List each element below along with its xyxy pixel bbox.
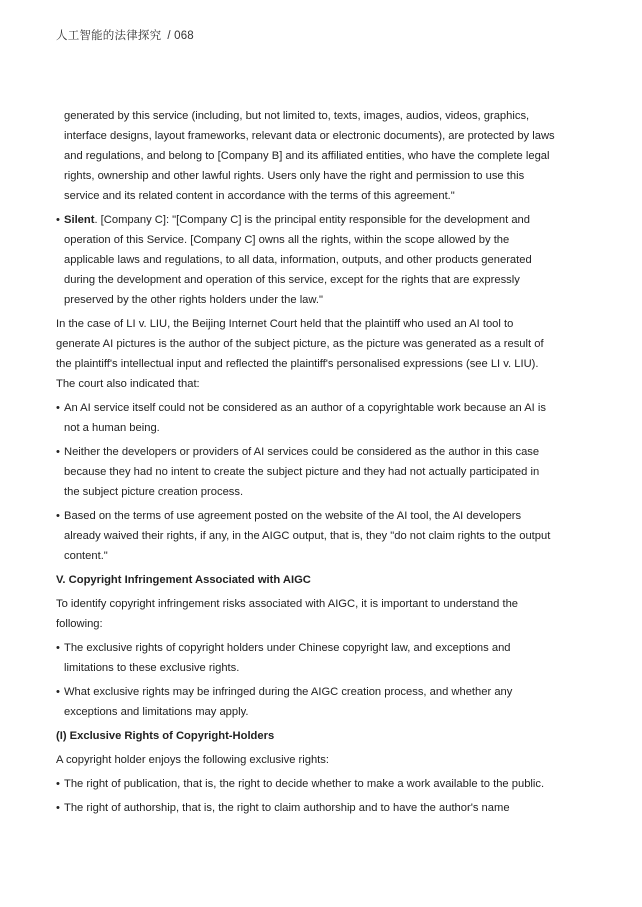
bullet-icon: • (56, 214, 60, 226)
list-item-text: Based on the terms of use agreement posted on the website of the AI tool, the AI developers already waived their rights, if any, in the AIGC output, that is, they "do not claim rights to the output content." (64, 510, 551, 562)
list-item-silent (56, 210, 556, 310)
list-item (56, 638, 556, 678)
bullet-text: . [Company C]: "[Company C] is the principal entity responsible for the development and operation of this Service. [Company C] owns all the rights, within the scope allowed by the applicable laws and regulations, to all data, information, outputs, and other products generated during the development and operation of this service, except for the rights that are expressly preserved by the other rights holders under the law." (64, 214, 532, 306)
list-item (56, 398, 556, 438)
case-paragraph: In the case of LI v. LIU, the Beijing Internet Court held that the plaintiff who used an AI tool to generate AI pictures is the author of the subject picture, as the picture was generated as a result of the plaintiff's intellectual input and reflected the plaintiff's personalised expressions (see LI v. LIU). The court also indicated that: (56, 318, 544, 390)
list-item-text: The exclusive rights of copyright holders under Chinese copyright law, and exceptions and limitations to these exclusive rights. (64, 642, 511, 674)
bullet-icon: • (56, 446, 60, 458)
page-body (56, 106, 556, 822)
identify-paragraph: To identify copyright infringement risks associated with AIGC, it is important to understand the following: (56, 598, 519, 630)
bullet-icon: • (56, 402, 60, 414)
bullet-icon: • (56, 642, 60, 654)
bullet-icon: • (56, 802, 60, 814)
bullet-icon: • (56, 686, 60, 698)
bullet-icon: • (56, 778, 60, 790)
section-heading: V. Copyright Infringement Associated with AIGC (56, 574, 311, 586)
holder-paragraph: A copyright holder enjoys the following exclusive rights: (56, 754, 329, 766)
subsection-heading: (I) Exclusive Rights of Copyright-Holders (56, 730, 275, 742)
list-item-text: The right of authorship, that is, the right to claim authorship and to have the author's name (64, 802, 510, 814)
book-title: 人工智能的法律探究 (56, 30, 162, 42)
bullet-label: Silent (64, 214, 95, 226)
list-item-text: Neither the developers or providers of AI services could be considered as the author in this case because they had no intent to create the subject picture and they had not actually participated in the subject picture creation process. (64, 446, 540, 498)
bullet-icon: • (56, 510, 60, 522)
continuation-paragraph: generated by this service (including, but not limited to, texts, images, audios, videos, graphics, interface designs, layout frameworks, relevant data or electronic documents), are protected by laws and regulations, and belong to [Company B] and its affiliated entities, who have the complete legal rights, ownership and other lawful rights. Users only have the right and permission to use this service and its related content in accordance with the terms of this agreement." (64, 110, 555, 202)
list-item (56, 798, 556, 818)
list-item (56, 682, 556, 722)
list-item (56, 774, 556, 794)
list-item-text: The right of publication, that is, the right to decide whether to make a work available to the public. (64, 778, 545, 790)
running-header (56, 27, 194, 43)
list-item-text: An AI service itself could not be considered as an author of a copyrightable work because an AI is not a human being. (64, 402, 546, 434)
list-item (56, 442, 556, 502)
list-item-text: What exclusive rights may be infringed during the AIGC creation process, and whether any exceptions and limitations may apply. (64, 686, 513, 718)
list-item (56, 506, 556, 566)
page-number: / 068 (167, 30, 194, 42)
